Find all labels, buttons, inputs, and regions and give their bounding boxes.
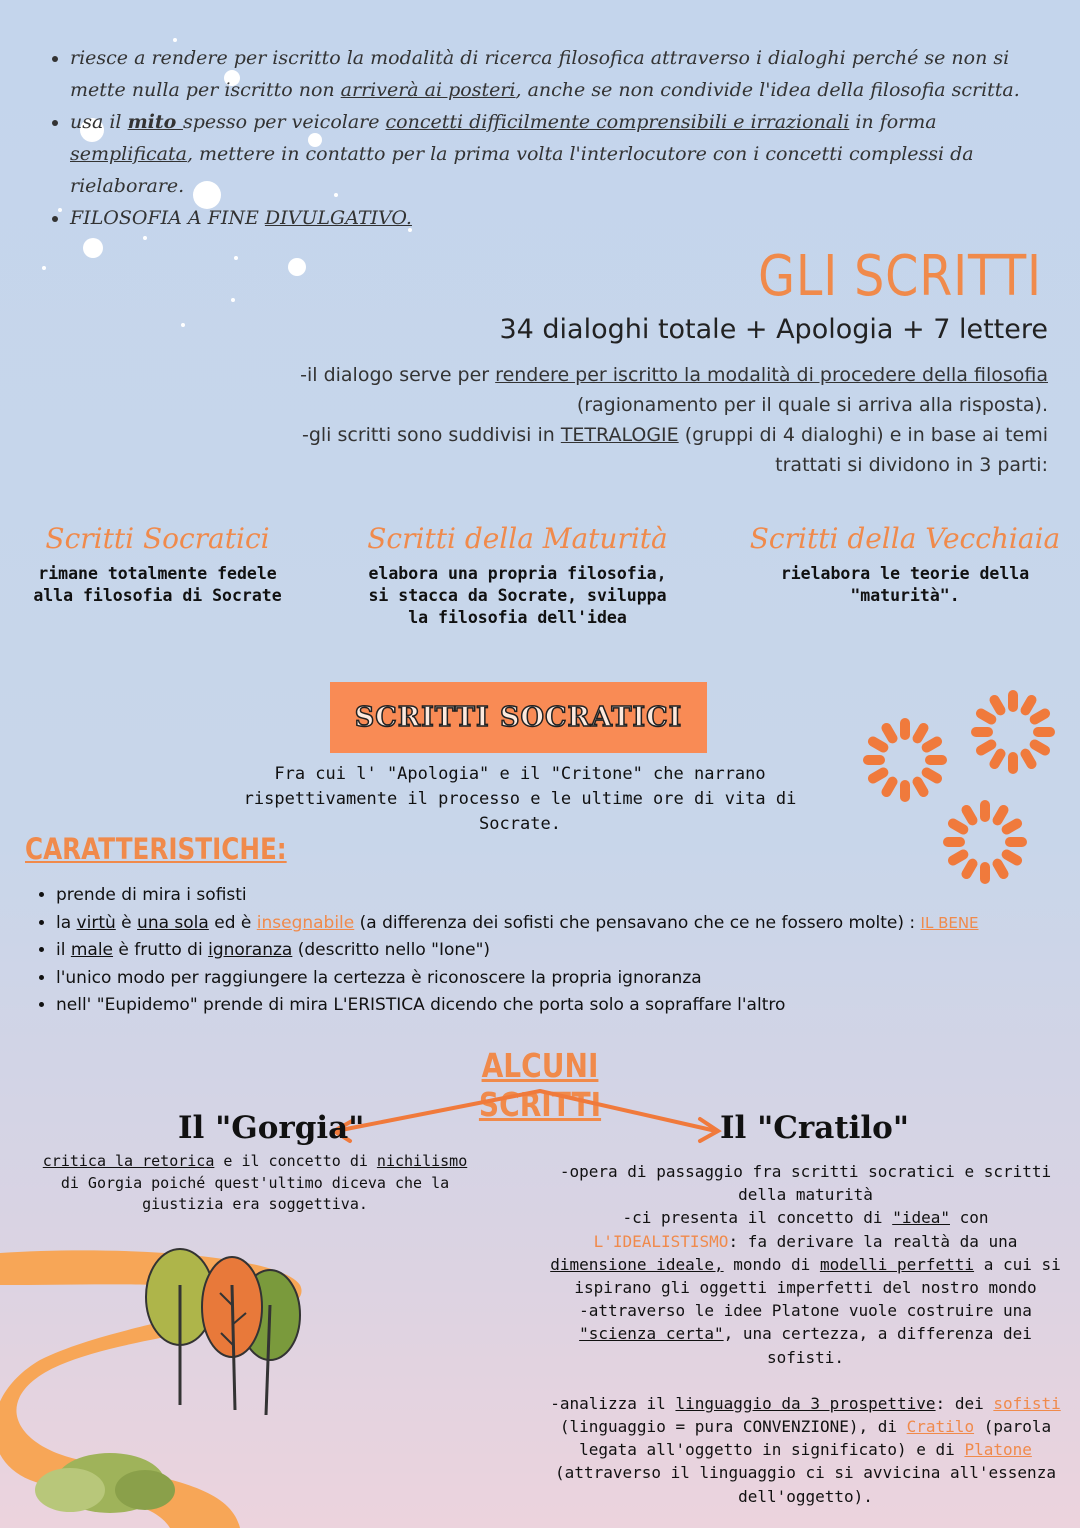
gorgia-title: Il "Gorgia" (178, 1110, 365, 1146)
list-item: • il male è frutto di ignoranza (descritto nello "Ione") (56, 937, 990, 965)
scritti-intro-2: -gli scritti sono suddivisi in TETRALOGIE (gruppi di 4 dialoghi) e in base ai temi trattati si dividono in 3 parti: (301, 424, 1048, 476)
scritti-intro-1: -il dialogo serve per rendere per iscritto la modalità di procedere della filosofia (ragionamento per il quale si arriva alla risposta). (300, 364, 1048, 416)
bullet-item: • usa il mito spesso per veicolare concetti difficilmente comprensibili e irrazionali in forma semplificata, mettere in contatto per la prima volta l'interlocutore con i concetti complessi da rielaborare. (70, 106, 1040, 202)
column-vecchiaia (745, 522, 1065, 607)
list-item: • l'unico modo per raggiungere la certezza è riconoscere la propria ignoranza (56, 965, 990, 993)
column-title: Scritti della Vecchiaia (749, 522, 1061, 555)
column-title: Scritti della Maturità (367, 522, 668, 555)
column-text: elabora una propria filosofia, si stacca da Socrate, sviluppa la filosofia dell'idea (368, 564, 667, 627)
cratilo-line: -ci presenta il concetto di "idea" con L'IDEALISTISMO: fa derivare la realtà da una dimensione ideale, mondo di modelli perfetti a cui si ispirano gli oggetti imperfetti del nostro mondo (550, 1208, 1061, 1298)
banner-scritti-socratici: SCRITTI SOCRATICI (330, 682, 707, 753)
scritti-subtitle: 34 dialoghi totale + Apologia + 7 lettere (499, 314, 1048, 345)
list-item: • la virtù è una sola ed è insegnabile (a differenza dei sofisti che pensavano che ce ne fossero molte) : IL BENE (56, 910, 990, 938)
banner-description: Fra cui l' "Apologia" e il "Critone" che narrano rispettivamente il processo e le ultime ore di vita di Socrate. (243, 764, 797, 834)
column-title: Scritti Socratici (45, 522, 270, 555)
column-maturita (360, 522, 675, 629)
column-text: rielabora le teorie della "maturità". (780, 564, 1030, 605)
list-item: • nell' "Eupidemo" prende di mira L'ERISTICA dicendo che porta solo a sopraffare l'altro (56, 992, 990, 1020)
section-title-scritti: GLI SCRITTI (758, 244, 1042, 309)
branch-arrows (320, 1085, 730, 1150)
bullet-item: • FILOSOFIA A FINE DIVULGATIVO. (70, 202, 1040, 234)
column-text: rimane totalmente fedele alla filosofia di Socrate (33, 564, 282, 605)
column-socratici (20, 522, 295, 607)
list-item: • prende di mira i sofisti (56, 882, 990, 910)
tree-icon (146, 1249, 300, 1415)
alcuni-scritti-heading: ALCUNI SCRITTI (478, 1046, 602, 1124)
cratilo-line: -analizza il linguaggio da 3 prospettive: dei sofisti (linguaggio = pura CONVENZIONE), di Cratilo (parola legata all'oggetto in significato) e di Platone (attraverso il linguaggio ci si avvicina all'essenza dell'oggetto). (550, 1393, 1061, 1506)
cratilo-text (548, 1160, 1063, 1508)
cratilo-line: -opera di passaggio fra scritti socratici e scritti della maturità (559, 1162, 1052, 1205)
intro-bullets (40, 42, 1040, 234)
flower-icon (850, 680, 1080, 900)
caratteristiche-heading: CARATTERISTICHE: (25, 832, 287, 866)
bullet-item: • riesce a rendere per iscritto la modalità di ricerca filosofica attraverso i dialoghi perché se non si mette nulla per iscritto non arriverà ai posteri, anche se non condivide l'idea della filosofia scritta. (70, 42, 1040, 106)
landscape-illustration (0, 1245, 380, 1528)
cratilo-title: Il "Cratilo" (720, 1110, 910, 1146)
cratilo-line: -attraverso le idee Platone vuole costruire una "scienza certa", una certezza, a differenza dei sofisti. (579, 1301, 1032, 1367)
gorgia-text: critica la retorica e il concetto di nichilismo di Gorgia poiché quest'ultimo diceva che la giustizia era soggettiva. (42, 1152, 468, 1213)
caratteristiche-list (30, 882, 990, 1020)
